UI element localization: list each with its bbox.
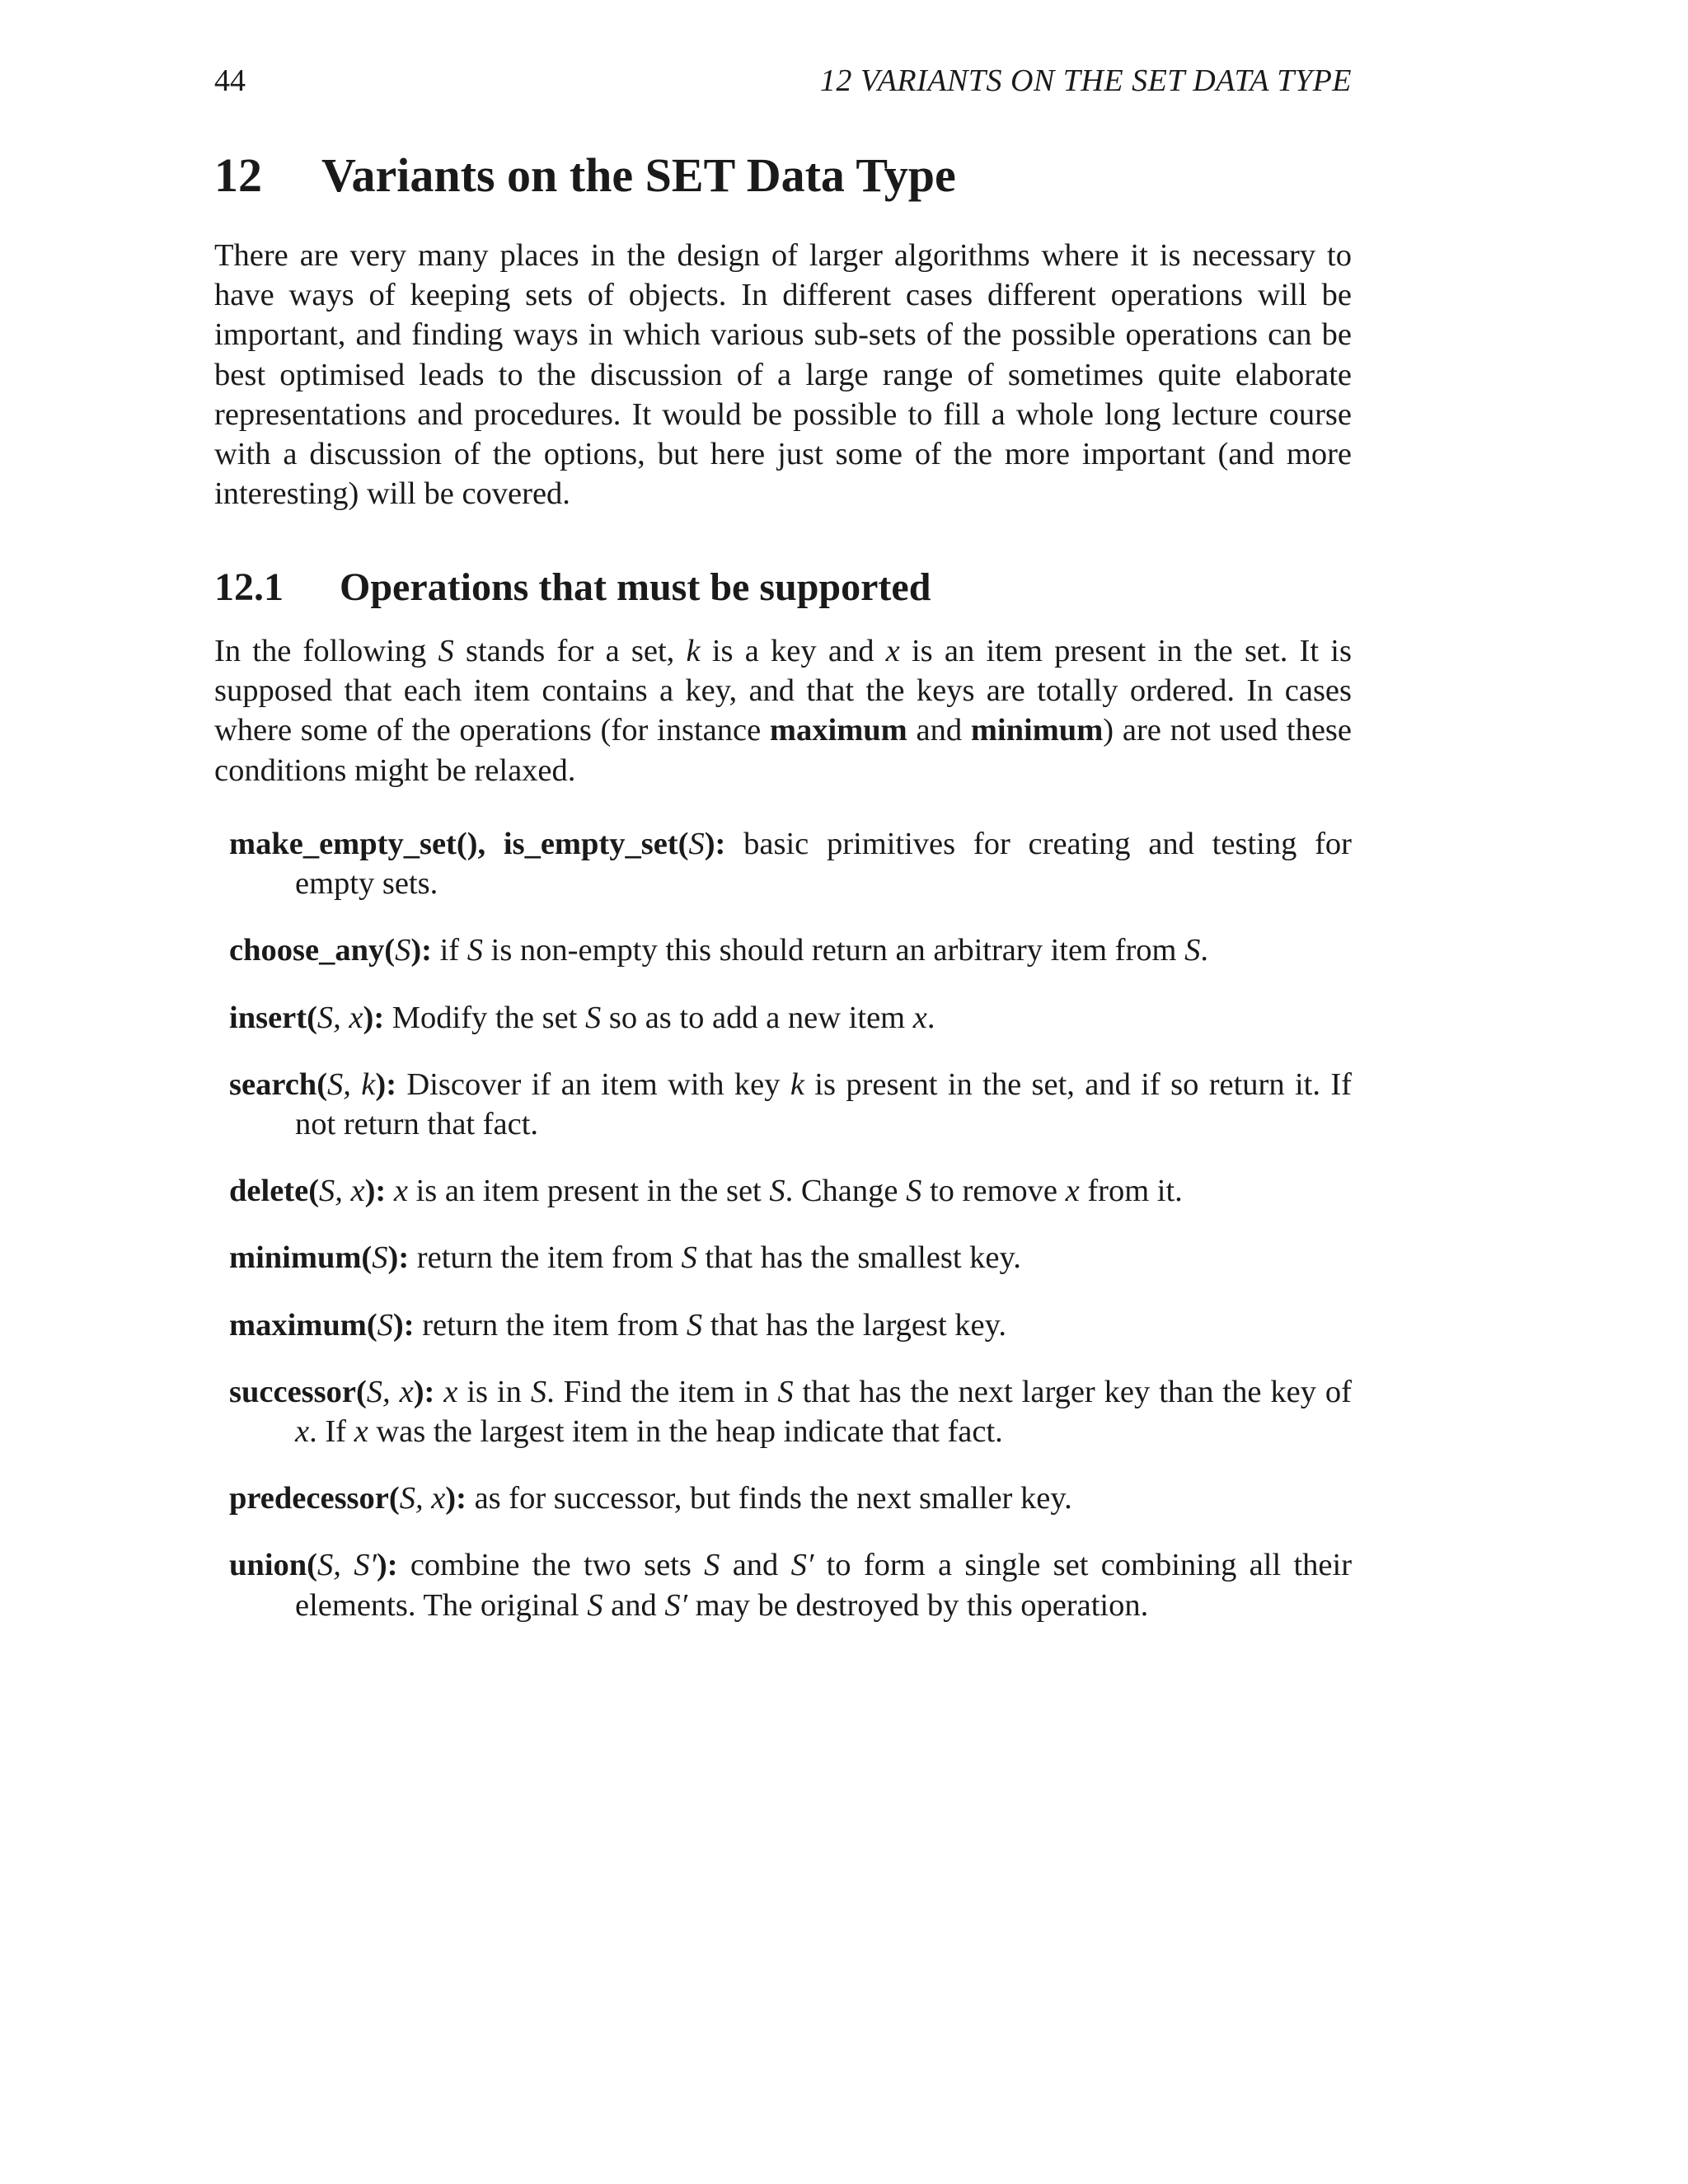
math-var: S: [686, 1307, 703, 1343]
math-var: x: [443, 1374, 458, 1409]
text-run: that has the next larger key than the key of: [793, 1374, 1352, 1409]
text-run: Discover if an item with key: [396, 1066, 790, 1102]
operation-item: [229, 824, 1352, 903]
math-var: S: [704, 1548, 720, 1583]
operation-term: [229, 1240, 409, 1275]
operation-item: [229, 998, 1352, 1038]
math-var: x: [912, 1000, 927, 1035]
text-run: stands for a set,: [453, 634, 687, 668]
math-var: k: [686, 634, 701, 668]
text-run: . Change: [785, 1174, 907, 1209]
math-var: S: [438, 634, 454, 668]
operation-description: as for successor, but finds the next smaller key.: [466, 1481, 1072, 1516]
text-run: is non-empty this should return an arbitrary item from: [483, 933, 1185, 968]
operation-term: [229, 1001, 384, 1035]
operation-item: [229, 1545, 1352, 1624]
math-var: S: [395, 933, 411, 968]
text-run: is an item present in the set: [407, 1174, 770, 1209]
text-run: to form a single set combining all their elements. The original: [295, 1548, 1353, 1623]
text-run: . Find the item in: [546, 1374, 778, 1409]
math-var: S: [530, 1374, 547, 1409]
operation-term: [229, 1481, 467, 1516]
text-run: is a key and: [700, 634, 886, 668]
section-intro-paragraph: There are very many places in the design of larger algorithms where it is necessary to have ways of keeping sets of objects. In different cases different operations will be important, and finding ways in which various sub-sets of the possible operations can be best optimised leads to the discussion of a large range of sometimes quite elaborate representations and procedures. It would be possible to fill a whole long lecture course with a discussion of the options, but here just some of the more important (and more interesting) will be covered.: [214, 238, 1352, 512]
text-run: and: [720, 1548, 791, 1583]
page-number: 44: [214, 63, 246, 98]
text-run: .: [1200, 933, 1208, 968]
math-var: x: [354, 1414, 368, 1450]
text-run: from it.: [1079, 1174, 1183, 1209]
text-run: ):: [376, 1548, 398, 1583]
operation-item: [229, 1305, 1352, 1345]
text-run: and: [907, 713, 971, 748]
text-run: ) are not used these conditions might be relaxed.: [214, 713, 1352, 788]
text-run: may be destroyed by this operation.: [687, 1587, 1149, 1623]
text-run: is present in the set, and if so return it. If not return that fact.: [295, 1066, 1352, 1142]
math-var: S, x: [319, 1174, 365, 1209]
math-var: S: [688, 827, 705, 861]
text-run: to remove: [921, 1174, 1066, 1209]
operation-term: [229, 1548, 398, 1582]
math-var: S: [906, 1174, 922, 1209]
text-run: ):: [410, 933, 432, 968]
text-run: minimum(: [229, 1240, 373, 1276]
text-run: return the item from: [409, 1240, 682, 1276]
math-var: x: [885, 634, 900, 668]
operation-item: [229, 1238, 1352, 1277]
text-run: if: [431, 933, 467, 968]
text-run: In the following: [214, 634, 438, 668]
bold-term: minimum: [970, 713, 1104, 748]
text-run: so as to add a new item: [601, 1000, 913, 1035]
math-var: S: [584, 1000, 602, 1035]
math-var: S′: [790, 1548, 814, 1583]
operations-list: [229, 824, 1352, 1652]
operation-term: [229, 827, 725, 861]
text-run: that has the largest key.: [702, 1307, 1007, 1343]
section-number: 12: [214, 148, 262, 202]
text-run: ):: [364, 1174, 387, 1209]
text-run: ):: [363, 1000, 385, 1035]
text-run: maximum(: [229, 1307, 377, 1343]
operation-term: [229, 1375, 434, 1409]
text-run: return the item from: [414, 1307, 687, 1343]
math-var: x: [1065, 1174, 1080, 1209]
text-run: . If: [309, 1414, 354, 1450]
math-var: S: [467, 933, 483, 968]
text-run: delete(: [229, 1174, 320, 1209]
math-var: S′: [664, 1587, 688, 1623]
text-run: is an item present in the set. It is supposed that each item contains a key, and that the keys are totally ordered. In cases where some of the operations (for instance: [214, 634, 1352, 748]
text-run: combine the two sets: [397, 1548, 705, 1583]
bold-term: maximum: [769, 713, 907, 748]
subsection-intro-paragraph: [214, 631, 1352, 790]
operation-term: [229, 933, 432, 968]
text-run: choose_any(: [229, 933, 396, 968]
math-var: S: [1184, 933, 1201, 968]
math-var: k: [790, 1066, 804, 1102]
math-var: S, x: [366, 1374, 414, 1409]
text-run: and: [603, 1587, 665, 1623]
subsection-number: 12.1: [214, 565, 284, 609]
math-var: S: [769, 1174, 785, 1209]
math-var: S: [372, 1240, 388, 1276]
text-run: union(: [229, 1548, 318, 1583]
math-var: S: [377, 1307, 393, 1343]
text-run: Modify the set: [384, 1000, 585, 1035]
text-run: was the largest item in the heap indicate that fact.: [368, 1414, 1003, 1450]
math-var: S, x: [316, 1000, 363, 1035]
math-var: S: [587, 1587, 603, 1623]
text-run: ):: [392, 1307, 415, 1343]
text-run: is in: [457, 1374, 531, 1409]
math-var: x: [295, 1414, 310, 1450]
operation-item: [229, 1065, 1352, 1144]
math-var: S, S′: [317, 1548, 377, 1583]
text-run: predecessor(: [229, 1481, 400, 1516]
text-run: ):: [413, 1374, 435, 1409]
subsection-title: Operations that must be supported: [340, 565, 931, 609]
text-run: ):: [445, 1481, 467, 1516]
operation-item: [229, 1171, 1352, 1211]
math-var: x: [393, 1174, 408, 1209]
text-run: ):: [375, 1066, 397, 1102]
operation-item: [229, 1479, 1352, 1518]
text-run: ):: [387, 1240, 410, 1276]
text-run: that has the smallest key.: [696, 1240, 1021, 1276]
subsection-heading: [214, 563, 931, 612]
text-run: search(: [229, 1066, 328, 1102]
operation-item: [229, 930, 1352, 970]
operation-description: basic primitives for creating and testing for empty sets.: [295, 827, 1352, 902]
operation-item: [229, 1372, 1352, 1451]
math-var: S: [681, 1240, 697, 1276]
operation-term: [229, 1308, 415, 1343]
math-var: S, x: [399, 1481, 446, 1516]
operation-term: [229, 1174, 386, 1208]
text-run: insert(: [229, 1000, 317, 1035]
operation-term: [229, 1067, 396, 1102]
text-run: .: [926, 1000, 935, 1035]
text-run: make_empty_set(), is_empty_set(: [229, 827, 689, 861]
text-run: ):: [704, 827, 726, 861]
section-heading: [214, 147, 956, 204]
math-var: S, k: [327, 1066, 376, 1102]
running-title: 12 VARIANTS ON THE SET DATA TYPE: [819, 63, 1352, 98]
section-title: Variants on the SET Data Type: [321, 148, 956, 202]
math-var: S: [777, 1374, 794, 1409]
text-run: successor(: [229, 1374, 367, 1409]
